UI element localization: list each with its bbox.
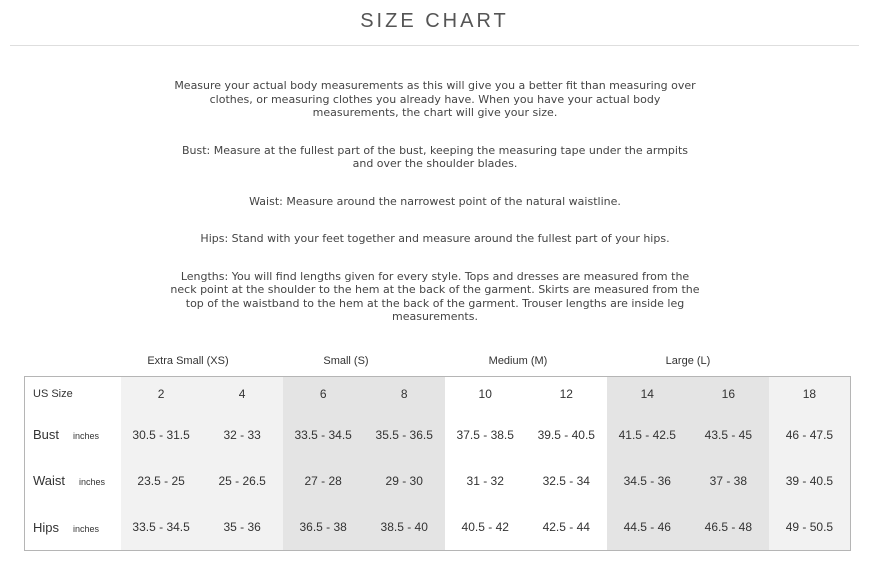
lengths-instructions: Lengths: You will find lengths given for every style. Tops and dresses are measured from the neck point at the shoulder to the hem at the back of the garment. Skirts are measured from the top of the waistband to the hem at the back of the garment. Trouser lengths are inside leg measurements.: [170, 269, 700, 323]
intro-paragraph: Measure your actual body measurements as this will give you a better fit than measuring over clothes, or measuring clothes you already have. When you have your actual body measurements, the chart will give your size.: [174, 79, 696, 119]
size-2: 2: [121, 377, 202, 412]
table-cell: 41.5 - 42.5: [607, 412, 688, 458]
table-cell: 37 - 38: [688, 458, 769, 504]
table-row-hips: [25, 504, 851, 550]
size-group-labels: [108, 355, 768, 371]
table-row-waist: [25, 458, 851, 504]
table-cell: 39.5 - 40.5: [526, 412, 607, 458]
table-cell: 25 - 26.5: [202, 458, 283, 504]
size-6: 6: [283, 377, 364, 412]
size-14: 14: [607, 377, 688, 412]
table-cell: 33.5 - 34.5: [283, 412, 364, 458]
size-16: 16: [688, 377, 769, 412]
table-cell: 33.5 - 34.5: [121, 504, 202, 550]
hips-instructions: Hips: Stand with your feet together and measure around the fullest part of your hips.: [200, 232, 670, 245]
table-cell: 32 - 33: [202, 412, 283, 458]
waist-instructions: Waist: Measure around the narrowest point of the natural waistline.: [249, 194, 621, 208]
size-12: 12: [526, 377, 607, 412]
table-cell: 31 - 32: [445, 458, 526, 504]
us-size-label: US Size: [33, 388, 73, 401]
table-cell: 36.5 - 38: [283, 504, 364, 550]
size-10: 10: [445, 377, 526, 412]
table-cell: 39 - 40.5: [769, 458, 851, 504]
table-cell: 34.5 - 36: [607, 458, 688, 504]
table-cell: 23.5 - 25: [121, 458, 202, 504]
hips-label: [25, 504, 121, 550]
table-row-bust: [25, 412, 851, 458]
size-group-s: Small (S): [323, 355, 369, 367]
waist-label: [25, 458, 121, 504]
table-cell: 44.5 - 46: [607, 504, 688, 550]
table-header-row: [25, 377, 851, 412]
table-cell: 30.5 - 31.5: [121, 412, 202, 458]
table-cell: 29 - 30: [364, 458, 445, 504]
measurement-instructions: [170, 79, 700, 348]
size-8: 8: [364, 377, 445, 412]
table-cell: 27 - 28: [283, 458, 364, 504]
table-cell: 35 - 36: [202, 504, 283, 550]
table-cell: 37.5 - 38.5: [445, 412, 526, 458]
bust-instructions: Bust: Measure at the fullest part of the bust, keeping the measuring tape under the armpits and over the shoulder blades.: [181, 143, 688, 170]
table-cell: 38.5 - 40: [364, 504, 445, 550]
size-group-l: Large (L): [665, 355, 711, 367]
table-cell: 40.5 - 42: [445, 504, 526, 550]
size-18: 18: [769, 377, 851, 412]
title-divider: [10, 45, 859, 46]
table-cell: 43.5 - 45: [688, 412, 769, 458]
row-unit: inches: [79, 477, 106, 488]
row-name: Hips: [33, 519, 60, 535]
row-name: Bust: [33, 427, 60, 443]
size-chart-table: [24, 376, 851, 551]
size-group-m: Medium (M): [488, 355, 548, 367]
table-cell: 46 - 47.5: [769, 412, 851, 458]
page-title: SIZE CHART: [360, 10, 509, 32]
table-cell: 35.5 - 36.5: [364, 412, 445, 458]
table-cell: 49 - 50.5: [769, 504, 851, 550]
table-cell: 46.5 - 48: [688, 504, 769, 550]
size-4: 4: [202, 377, 283, 412]
bust-label: [25, 412, 121, 458]
table-cell: 32.5 - 34: [526, 458, 607, 504]
size-group-xs: Extra Small (XS): [147, 355, 229, 367]
row-unit: inches: [73, 431, 100, 442]
row-name: Waist: [33, 473, 66, 489]
table-cell: 42.5 - 44: [526, 504, 607, 550]
row-unit: inches: [73, 523, 100, 534]
